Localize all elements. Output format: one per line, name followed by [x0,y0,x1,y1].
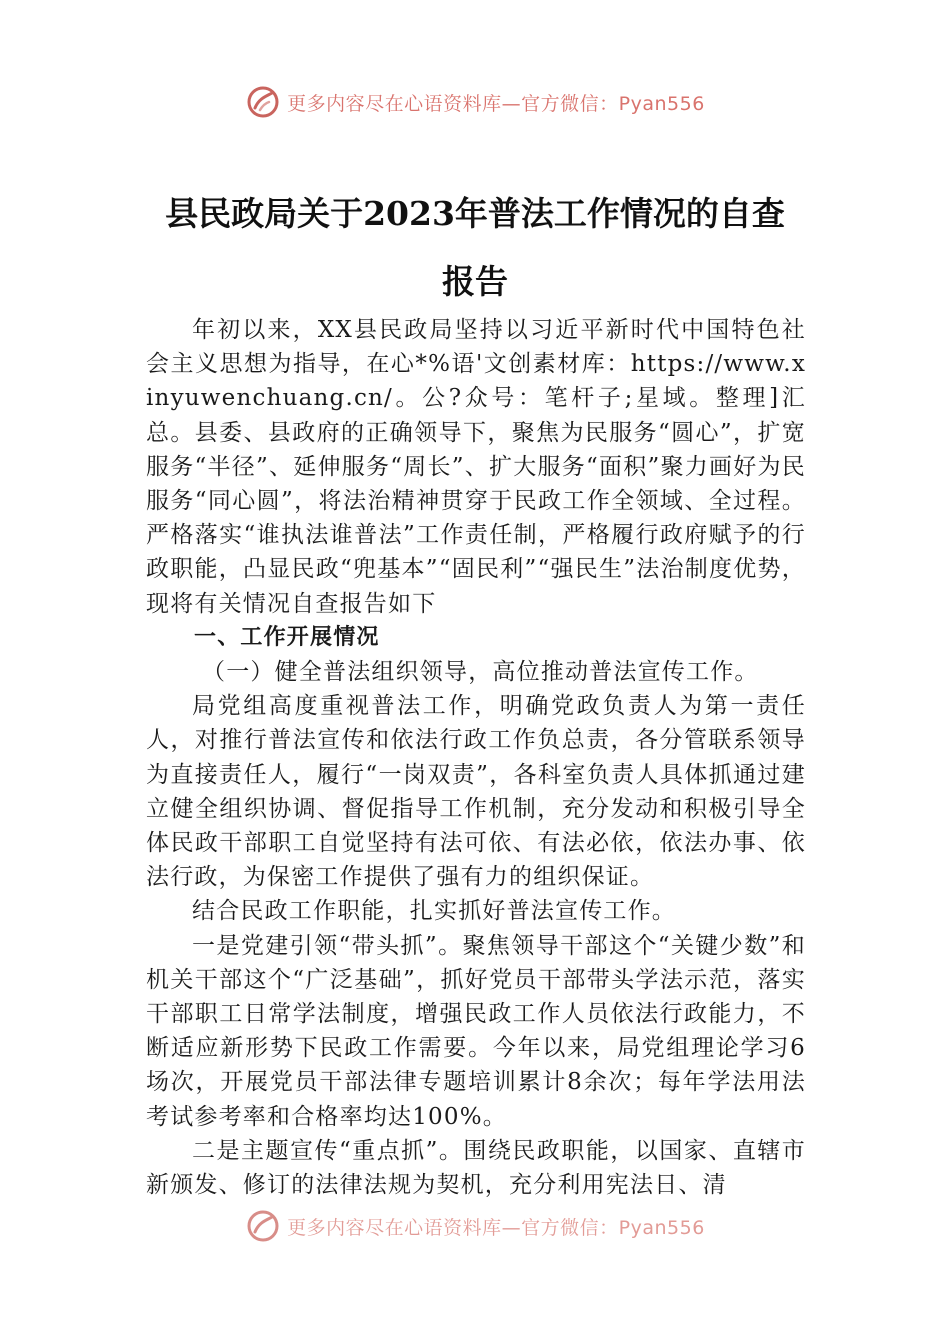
footer-watermark [0,1206,950,1246]
paragraph-summary: 结合民政工作职能，扎实抓好普法宣传工作。 [192,898,676,925]
intro-paragraph: 年初以来，XX县民政局坚持以习近平新时代中国特色社会主义思想为指导，在心*%语'文创素材库：https://www.xinyuwenchuang.cn/。公?众号：笔杆子;星域。整理]汇总。县委、县政府的正确领导下，聚焦为民服务“圆心”，扩宽服务“半径”、延伸服务“周长”、扩大服务“面积”聚力画好为民服务“同心圆”，将法治精神贯穿于民政工作全领域、全过程。严格落实“谁执法谁普法”工作责任制，严格履行政府赋予的行政职能，凸显民政“兜基本”“固民利”“强民生”法治制度优势，现将有关情况自查报告如下 [146,317,806,617]
watermark-logo-icon [245,84,281,120]
paragraph-party-building: 一是党建引领“带头抓”。聚焦领导干部这个“关键少数”和机关干部这个“广泛基础”，抓好党员干部带头学法示范，落实干部职工日常学法制度，增强民政工作人员依法行政能力，不断适应新形势下民政工作需要。今年以来，局党组理论学习6场次，开展党员干部法律专题培训累计8余次；每年学法用法考试参考率和合格率均达100%。 [146,932,806,1130]
header-watermark-text: 更多内容尽在心语资料库—官方微信：Pyan556 [287,92,705,115]
paragraph-theme-publicity: 二是主题宣传“重点抓”。围绕民政职能，以国家、直辖市新颁发、修订的法律法规为契机，充分利用宪法日、清 [146,1137,806,1199]
subsection-heading: （一）健全普法组织领导，高位推动普法宣传工作。 [202,659,759,686]
section-heading: 一、工作开展情况 [194,624,380,650]
document-title-line2: 报告 [442,262,508,301]
document-title-line1: 县民政局关于2023年普法工作情况的自查 [165,194,785,233]
document-body [146,313,806,1202]
header-watermark [0,80,950,124]
watermark-logo-icon [245,1208,281,1244]
paragraph-leadership: 局党组高度重视普法工作，明确党政负责人为第一责任人，对推行普法宣传和依法行政工作负总责，各分管联系领导为直接责任人，履行“一岗双责”，各科室负责人具体抓通过建立健全组织协调、督促指导工作机制，充分发动和积极引导全体民政干部职工自觉坚持有法可依、有法必依，依法办事、依法行政，为保密工作提供了强有力的组织保证。 [146,693,806,891]
footer-watermark-text: 更多内容尽在心语资料库—官方微信：Pyan556 [287,1216,705,1239]
